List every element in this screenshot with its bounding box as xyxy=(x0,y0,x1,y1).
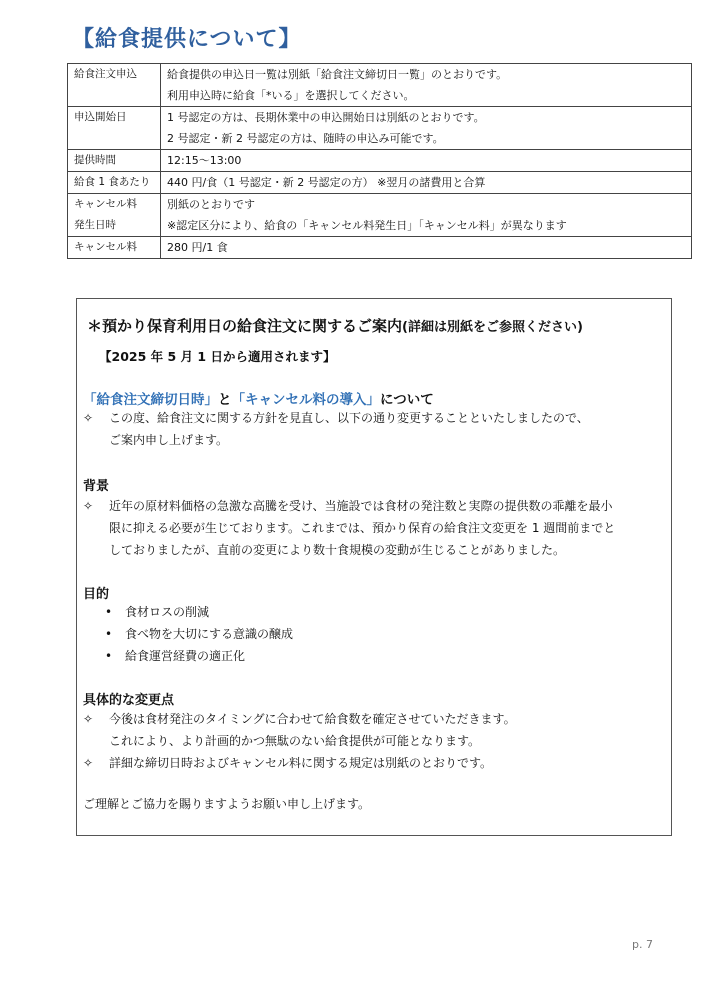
row-value xyxy=(161,237,692,259)
row-value-line: 1 号認定の方は、長期休業中の申込開始日は別紙のとおりです。 xyxy=(167,111,485,124)
row-label: 提供時間 xyxy=(68,150,161,172)
table-row xyxy=(68,172,692,194)
notice-heading xyxy=(87,315,583,336)
row-label: 申込開始日 xyxy=(68,107,161,150)
list-item-text: 食材ロスの削減 xyxy=(125,605,210,619)
row-value-line: 12:15～13:00 xyxy=(167,154,242,167)
list-item-text: 給食運営経費の適正化 xyxy=(125,649,246,663)
diamond-icon: ✧ xyxy=(83,499,94,513)
background-paragraph xyxy=(83,495,615,561)
diamond-icon: ✧ xyxy=(83,712,94,726)
row-label-line: キャンセル料 xyxy=(74,198,137,210)
row-value xyxy=(161,107,692,150)
diamond-icon: ✧ xyxy=(83,411,94,425)
row-value-line: 440 円/食（1 号認定・新 2 号認定の方） ※翌月の諸費用と合算 xyxy=(167,176,486,189)
page-number: p. 7 xyxy=(632,938,653,951)
row-value xyxy=(161,150,692,172)
background-heading: 背景 xyxy=(83,479,110,494)
diamond-icon: ✧ xyxy=(83,756,94,770)
row-value xyxy=(161,172,692,194)
paragraph-line: しておりましたが、直前の変更により数十食規模の変動が生じることがありました。 xyxy=(109,543,566,557)
table-row xyxy=(68,194,692,237)
bullet-icon: • xyxy=(105,605,113,619)
row-value-line: 2 号認定・新 2 号認定の方は、随時の申込み可能です。 xyxy=(167,132,444,145)
bullet-icon: • xyxy=(105,649,113,663)
row-label: キャンセル料 xyxy=(68,237,161,259)
row-label xyxy=(68,194,161,237)
bullet-icon: • xyxy=(105,627,113,641)
subheading-highlight: 「キャンセル料の導入」 xyxy=(231,392,380,408)
notice-heading-text: ＊預かり保育利用日の給食注文に関するご案内 xyxy=(87,317,403,335)
list-item xyxy=(105,623,293,645)
notice-subheading xyxy=(83,388,434,408)
row-label: 給食 1 食あたり xyxy=(68,172,161,194)
row-value-line: 利用申込時に給食「*いる」を選択してください。 xyxy=(167,89,415,102)
row-value-line: 280 円/1 食 xyxy=(167,241,228,254)
row-value-line: ※認定区分により、給食の「キャンセル料発生日」「キャンセル料」が異なります xyxy=(167,219,567,232)
list-item-text: 食べ物を大切にする意識の醸成 xyxy=(125,627,294,641)
paragraph-line: 近年の原材料価格の急激な高騰を受け、当施設では食材の発注数と実際の提供数の乖離を最小 xyxy=(109,499,613,513)
notice-heading-note: (詳細は別紙をご参照ください) xyxy=(402,320,583,335)
list-item xyxy=(105,601,209,623)
subheading-text: と xyxy=(218,392,232,408)
table-row xyxy=(68,150,692,172)
paragraph-line: この度、給食注文に関する方針を見直し、以下の通り変更することといたしましたので、 xyxy=(109,411,589,425)
row-value xyxy=(161,194,692,237)
table-row xyxy=(68,64,692,107)
paragraph-line: 限に抑える必要が生じております。これまでは、預かり保育の給食注文変更を 1 週間前までと xyxy=(109,521,616,535)
paragraph-line: 今後は食材発注のタイミングに合わせて給食数を確定させていただきます。 xyxy=(109,712,516,726)
effective-date: 【2025 年 5 月 1 日から適用されます】 xyxy=(99,349,336,364)
changes-heading: 具体的な変更点 xyxy=(83,693,175,708)
changes-paragraph xyxy=(83,708,516,774)
row-value xyxy=(161,64,692,107)
section-title: 【給食提供について】 xyxy=(72,27,302,52)
paragraph-line: ご案内申し上げます。 xyxy=(109,433,229,447)
paragraph-line: 詳細な締切日時およびキャンセル料に関する規定は別紙のとおりです。 xyxy=(109,756,493,770)
list-item xyxy=(105,645,245,667)
closing-text: ご理解とご協力を賜りますようお願い申し上げます。 xyxy=(83,797,371,811)
paragraph-line: これにより、より計画的かつ無駄のない給食提供が可能となります。 xyxy=(109,734,481,748)
table-row xyxy=(68,107,692,150)
intro-paragraph xyxy=(83,407,589,451)
row-value-line: 別紙のとおりです xyxy=(167,198,255,211)
subheading-highlight: 「給食注文締切日時」 xyxy=(83,392,218,408)
meal-info-table xyxy=(67,63,692,259)
notice-box xyxy=(76,298,672,836)
subheading-text: について xyxy=(380,392,434,408)
table-row xyxy=(68,237,692,259)
row-label-line: 発生日時 xyxy=(74,219,116,231)
row-value-line: 給食提供の申込日一覧は別紙「給食注文締切日一覧」のとおりです。 xyxy=(167,68,508,81)
purpose-heading: 目的 xyxy=(83,587,110,602)
row-label: 給食注文申込 xyxy=(68,64,161,107)
